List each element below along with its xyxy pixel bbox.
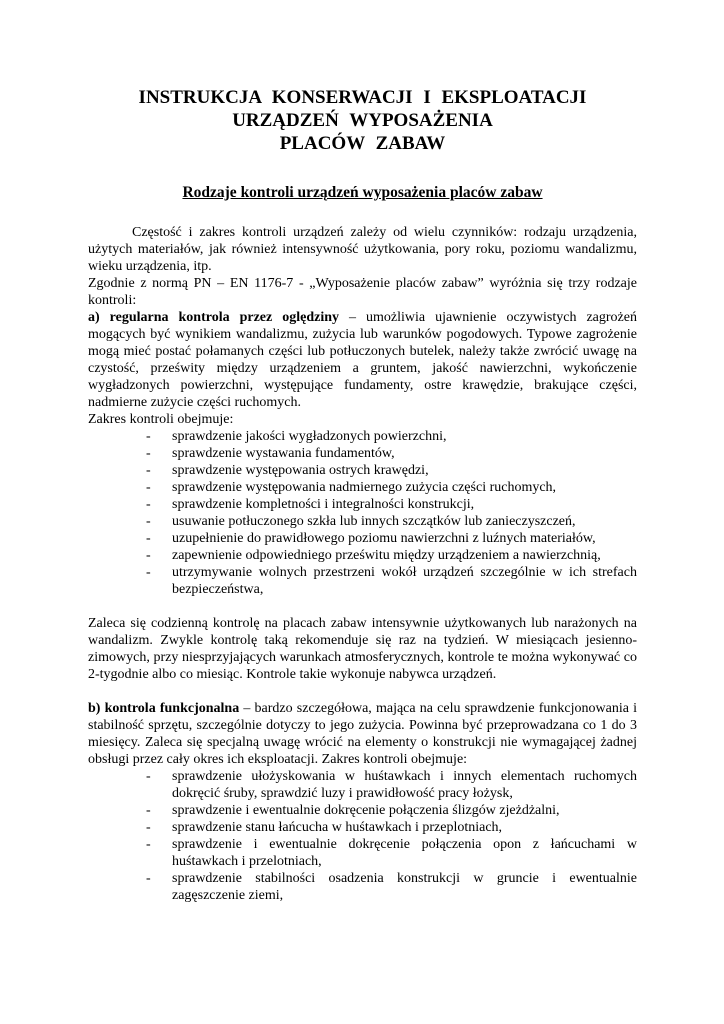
title-line-3: PLACÓW ZABAW xyxy=(279,133,446,154)
section-b-checklist xyxy=(88,768,637,904)
section-a-scope-label: Zakres kontroli obejmuje: xyxy=(88,412,234,427)
list-item: - sprawdzenie i ewentualnie dokręcenie połączenia opon z łańcuchami w huśtawkach i przelotniach, xyxy=(172,836,637,870)
title-line-2: URZĄDZEŃ WYPOSAŻENIA xyxy=(232,110,493,131)
section-b-paragraph xyxy=(88,700,637,768)
list-item: - sprawdzenie i ewentualnie dokręcenie połączenia ślizgów zjeżdżalni, xyxy=(172,802,637,819)
norm-paragraph: Zgodnie z normą PN – EN 1176-7 - „Wyposażenie placów zabaw” wyróżnia się trzy rodzaje kontroli: xyxy=(88,276,637,308)
list-item: - sprawdzenie wystawania fundamentów, xyxy=(172,445,637,462)
section-b-heading: b) kontrola funkcjonalna xyxy=(88,701,240,716)
list-item: - sprawdzenie kompletności i integralności konstrukcji, xyxy=(172,496,637,513)
recommendation-paragraph: Zaleca się codzienną kontrolę na placach zabaw intensywnie użytkowanych lub narażonych na wandalizm. Zwykle kontrolę taką rekomenduje się raz na tydzień. W miesiącach jesienno-zimowych, przy niesprzyjających warunkach atmosferycznych, kontrole te można wykonywać co 2-tygodnie albo co miesiąc. Kontrole takie wykonuje nabywca urządzeń. xyxy=(88,616,637,682)
list-item: - sprawdzenie stabilności osadzenia konstrukcji w gruncie i ewentualnie zagęszczenie ziemi, xyxy=(172,870,637,904)
section-subtitle: Rodzaje kontroli urządzeń wyposażenia placów zabaw xyxy=(182,184,543,201)
list-item: - uzupełnienie do prawidłowego poziomu nawierzchni z luźnych materiałów, xyxy=(172,530,637,547)
section-a-heading: a) regularna kontrola przez oględziny xyxy=(88,310,339,325)
list-item: - sprawdzenie ułożyskowania w huśtawkach i innych elementach ruchomych dokręcić śruby, sprawdzić luzy i prawidłowość pracy łożysk, xyxy=(172,768,637,802)
list-item: - sprawdzenie występowania ostrych krawędzi, xyxy=(172,462,637,479)
list-item: - sprawdzenie występowania nadmiernego zużycia części ruchomych, xyxy=(172,479,637,496)
section-b-text: – bardzo szczegółowa, mająca na celu sprawdzenie funkcjonowania i stabilność sprzętu, szczególnie dotyczy to jego zużycia. Powinna być przeprowadzana co 1 do 3 miesięcy. Zaleca się specjalną uwagę wrócić na elementy o konstrukcji nie wymagającej żadnej obsługi przez cały okres ich eksploatacji. Zakres kontroli obejmuje: xyxy=(88,701,637,767)
list-item: - zapewnienie odpowiedniego prześwitu między urządzeniem a nawierzchnią, xyxy=(172,547,637,564)
section-a-text: – umożliwia ujawnienie oczywistych zagrożeń mogących być wynikiem wandalizmu, zużycia lub warunków pogodowych. Typowe zagrożenie mogą mieć postać połamanych części lub potłuczonych butelek, należy także zwrócić uwagę na czystość, prześwity między urządzeniem a gruntem, jakość nawierzchni, wykończenie wygładzonych powierzchni, występujące fundamenty, ostre krawędzie, brakujące części, nadmierne zużycie części ruchomych. xyxy=(88,310,637,410)
intro-paragraph: Częstość i zakres kontroli urządzeń zależy od wielu czynników: rodzaju urządzenia, użytych materiałów, jak również intensywność użytkowania, pory roku, poziomu wandalizmu, wieku urządzenia, itp. xyxy=(88,225,637,274)
section-a-checklist xyxy=(88,428,637,598)
title-line-1: INSTRUKCJA KONSERWACJI I EKSPLOATACJI xyxy=(138,87,587,108)
list-item: - utrzymywanie wolnych przestrzeni wokół urządzeń szczególnie w ich strefach bezpieczeństwa, xyxy=(172,564,637,598)
list-item: - usuwanie potłuczonego szkła lub innych szczątków lub zanieczyszczeń, xyxy=(172,513,637,530)
document-title xyxy=(88,86,637,155)
list-item: - sprawdzenie stanu łańcucha w huśtawkach i przeplotniach, xyxy=(172,819,637,836)
section-a-paragraph xyxy=(88,309,637,411)
list-item: - sprawdzenie jakości wygładzonych powierzchni, xyxy=(172,428,637,445)
document-body xyxy=(88,224,637,904)
